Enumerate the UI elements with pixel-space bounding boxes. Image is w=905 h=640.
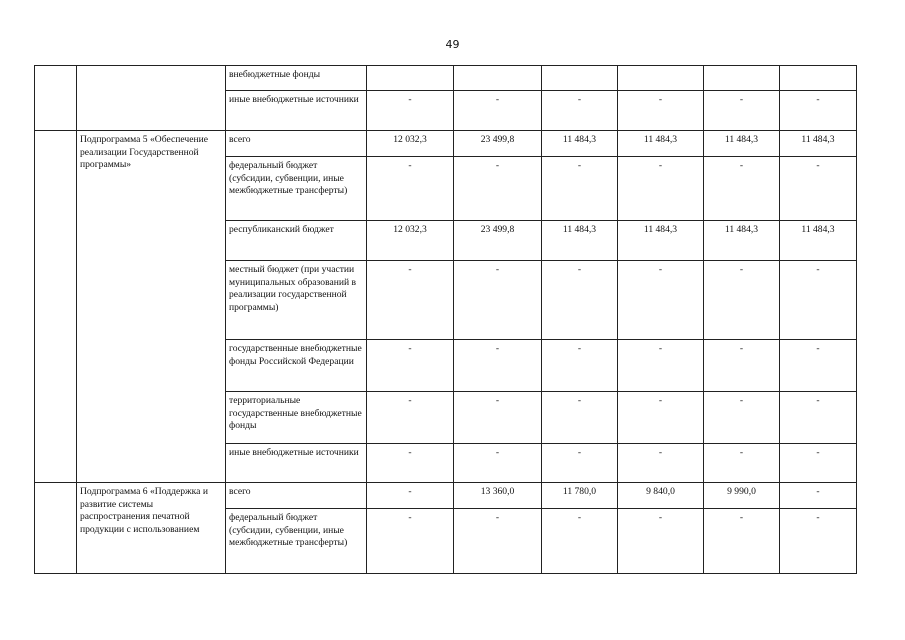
value-cell: - [367,483,454,509]
value-cell: - [367,261,454,340]
value-cell: 9 840,0 [618,483,704,509]
value-cell: 13 360,0 [454,483,542,509]
subprogram-5-title: Подпрограмма 5 «Обеспечение реализации Государственной программы» [77,131,226,483]
value-cell: - [618,91,704,131]
value-cell: - [780,261,857,340]
value-cell [367,66,454,91]
value-cell: - [618,509,704,574]
funding-source-cell: внебюджетные фонды [226,66,367,91]
value-cell: - [367,444,454,483]
value-cell: - [704,261,780,340]
financing-table [34,65,857,574]
value-cell: - [367,157,454,221]
value-cell: - [618,340,704,392]
value-cell: 11 484,3 [704,131,780,157]
row-number-cell [35,66,77,131]
value-cell: - [618,261,704,340]
value-cell: - [780,392,857,444]
funding-source-cell: территориальные государственные внебюджетные фонды [226,392,367,444]
value-cell: 11 484,3 [618,131,704,157]
program-name-cell [77,66,226,131]
table-row [35,66,857,91]
value-cell: 23 499,8 [454,131,542,157]
value-cell: - [454,261,542,340]
value-cell: - [454,444,542,483]
value-cell: - [454,392,542,444]
value-cell: - [780,157,857,221]
value-cell: - [618,444,704,483]
value-cell: 11 484,3 [780,221,857,261]
value-cell: - [704,91,780,131]
funding-source-cell: федеральный бюджет (субсидии, субвенции, иные межбюджетные трансферты) [226,157,367,221]
value-cell: - [367,340,454,392]
value-cell: - [542,392,618,444]
value-cell: - [618,392,704,444]
page-number: 49 [445,38,460,51]
row-number-cell [35,483,77,574]
value-cell: - [542,157,618,221]
value-cell: - [367,91,454,131]
value-cell: 11 484,3 [618,221,704,261]
funding-source-cell: иные внебюджетные источники [226,91,367,131]
value-cell: - [704,444,780,483]
value-cell: - [618,157,704,221]
funding-source-cell: местный бюджет (при участии муниципальных образований в реализации государственной программы) [226,261,367,340]
value-cell: - [542,340,618,392]
funding-source-cell: государственные внебюджетные фонды Российской Федерации [226,340,367,392]
value-cell [542,66,618,91]
value-cell: - [704,509,780,574]
table-row [35,483,857,509]
value-cell: - [454,340,542,392]
value-cell: - [704,340,780,392]
funding-source-cell: федеральный бюджет (субсидии, субвенции, иные межбюджетные трансферты) [226,509,367,574]
value-cell: - [367,509,454,574]
subprogram-6-title: Подпрограмма 6 «Поддержка и развитие системы распространения печатной продукции с использованием [77,483,226,574]
row-number-cell [35,131,77,483]
value-cell: - [780,91,857,131]
value-cell: - [454,509,542,574]
value-cell: - [454,91,542,131]
value-cell: 11 780,0 [542,483,618,509]
value-cell: 23 499,8 [454,221,542,261]
value-cell [780,66,857,91]
value-cell: - [542,509,618,574]
value-cell [454,66,542,91]
value-cell: - [542,91,618,131]
value-cell: - [780,483,857,509]
table-row [35,131,857,157]
funding-source-cell: республиканский бюджет [226,221,367,261]
value-cell: - [704,157,780,221]
value-cell: - [542,261,618,340]
funding-source-cell: иные внебюджетные источники [226,444,367,483]
value-cell: - [704,392,780,444]
value-cell [704,66,780,91]
value-cell: - [454,157,542,221]
value-cell: - [780,444,857,483]
value-cell: - [542,444,618,483]
value-cell [618,66,704,91]
value-cell: 11 484,3 [704,221,780,261]
value-cell: 12 032,3 [367,221,454,261]
funding-source-cell: всего [226,131,367,157]
funding-source-cell: всего [226,483,367,509]
value-cell: 11 484,3 [542,131,618,157]
value-cell: 12 032,3 [367,131,454,157]
value-cell: 9 990,0 [704,483,780,509]
value-cell: 11 484,3 [780,131,857,157]
value-cell: - [780,509,857,574]
value-cell: - [367,392,454,444]
value-cell: - [780,340,857,392]
value-cell: 11 484,3 [542,221,618,261]
